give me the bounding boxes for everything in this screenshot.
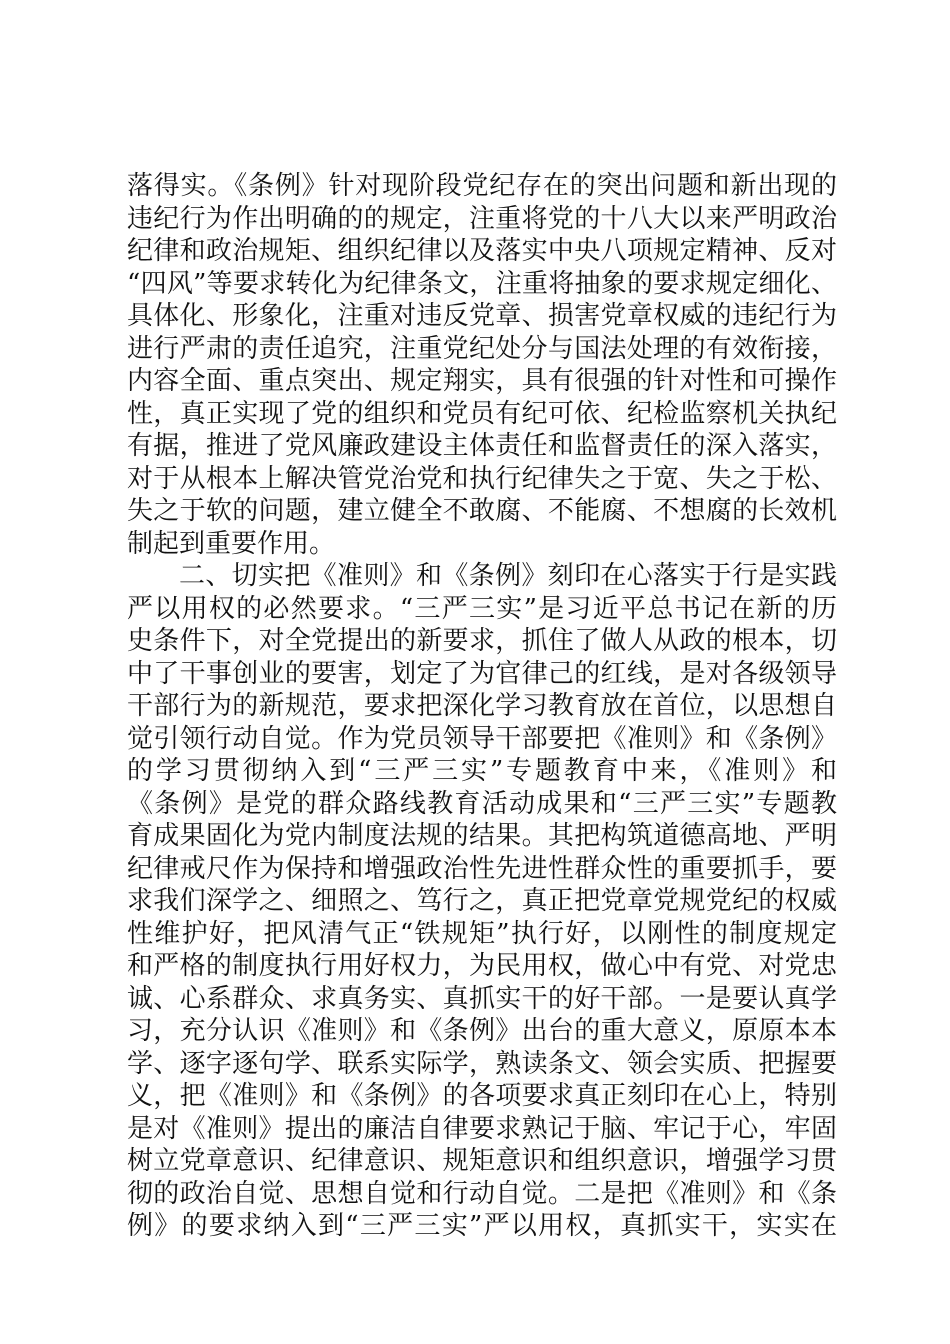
- document-page: [127, 170, 837, 1243]
- text-line: 觉引领行动自觉。作为党员领导干部要把《准则》和《条例》: [127, 723, 837, 754]
- text-line: 二、切实把《准则》和《条例》刻印在心落实于行是实践: [179, 561, 837, 591]
- text-line: 具体化、形象化，注重对违反党章、损害党章权威的违纪行为: [127, 301, 837, 331]
- text-line: 纪律和政治规矩、组织纪律以及落实中央八项规定精神、反对: [127, 236, 837, 266]
- text-line: 例》的要求纳入到“三严三实”严以用权，真抓实干，实实在: [127, 1211, 837, 1241]
- text-line: 有据，推进了党风廉政建设主体责任和监督责任的深入落实，: [127, 431, 837, 461]
- text-line: 严以用权的必然要求。“三严三实”是习近平总书记在新的历: [127, 593, 837, 624]
- text-line: 性，真正实现了党的组织和党员有纪可依、纪检监察机关执纪: [127, 398, 837, 429]
- paragraph-2: [127, 560, 837, 1243]
- paragraph-1: [127, 170, 837, 560]
- text-line: 性维护好，把风清气正“铁规矩”执行好，以刚性的制度规定: [127, 918, 837, 949]
- text-line: 习，充分认识《准则》和《条例》出台的重大意义，原原本本: [127, 1016, 837, 1046]
- text-line: 史条件下，对全党提出的新要求，抓住了做人从政的根本，切: [127, 626, 837, 656]
- text-line: 落得实。《条例》针对现阶段党纪存在的突出问题和新出现的: [127, 171, 837, 201]
- text-line: 和严格的制度执行用好权力，为民用权，做心中有党、对党忠: [127, 951, 837, 981]
- text-line: 学、逐字逐句学、联系实际学，熟读条文、领会实质、把握要: [127, 1048, 837, 1079]
- text-line: 诚、心系群众、求真务实、真抓实干的好干部。一是要认真学: [127, 983, 837, 1014]
- text-line: 失之于软的问题，建立健全不敢腐、不能腐、不想腐的长效机: [127, 496, 837, 526]
- text-line: 纪律戒尺作为保持和增强政治性先进性群众性的重要抓手，要: [127, 853, 837, 884]
- text-line: 彻的政治自觉、思想自觉和行动自觉。二是把《准则》和《条: [127, 1178, 837, 1209]
- text-line: 违纪行为作出明确的的规定，注重将党的十八大以来严明政治: [127, 203, 837, 234]
- text-line: 树立党章意识、纪律意识、规矩意识和组织意识，增强学习贯: [127, 1146, 837, 1176]
- text-line: 中了干事创业的要害，划定了为官律己的红线，是对各级领导: [127, 658, 837, 689]
- text-line: 制起到重要作用。: [127, 528, 336, 559]
- text-line: 干部行为的新规范，要求把深化学习教育放在首位，以思想自: [127, 691, 837, 721]
- text-line: 义，把《准则》和《条例》的各项要求真正刻印在心上，特别: [127, 1081, 837, 1111]
- text-line: 内容全面、重点突出、规定翔实，具有很强的针对性和可操作: [127, 366, 837, 396]
- text-line: 《条例》是党的群众路线教育活动成果和“三严三实”专题教: [127, 788, 837, 819]
- text-line: 对于从根本上解决管党治党和执行纪律失之于宽、失之于松、: [127, 463, 837, 494]
- text-line: “四风”等要求转化为纪律条文，注重将抽象的要求规定细化、: [127, 268, 837, 299]
- text-line: 的学习贯彻纳入到“三严三实”专题教育中来，《准则》和: [127, 756, 837, 786]
- text-line: 进行严肃的责任追究，注重党纪处分与国法处理的有效衔接，: [127, 333, 837, 364]
- text-line: 育成果固化为党内制度法规的结果。其把构筑道德高地、严明: [127, 821, 837, 851]
- text-line: 是对《准则》提出的廉洁自律要求熟记于脑、牢记于心，牢固: [127, 1113, 837, 1144]
- text-line: 求我们深学之、细照之、笃行之，真正把党章党规党纪的权威: [127, 886, 837, 916]
